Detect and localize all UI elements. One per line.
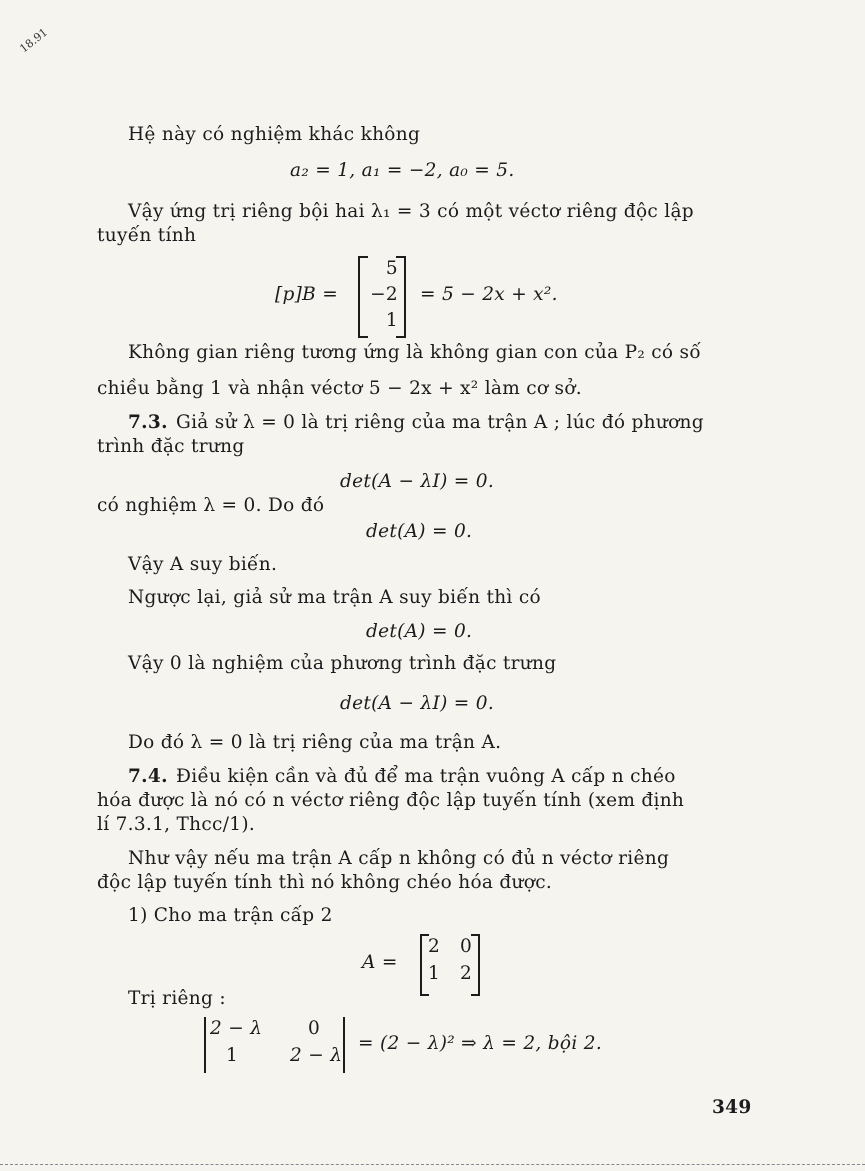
- text-line: Như vậy nếu ma trận A cấp n không có đủ n véctơ riêng: [128, 848, 670, 869]
- text-line: Điều kiện cần và đủ để ma trận vuông A cấp n chéo: [176, 766, 676, 787]
- right-bracket: [396, 256, 406, 338]
- text-line: hóa được là nó có n véctơ riêng độc lập tuyến tính (xem định: [97, 790, 685, 811]
- text-line: 1) Cho ma trận cấp 2: [128, 905, 333, 926]
- exercise-number: 7.4.: [128, 766, 168, 787]
- page-number: 349: [712, 1097, 752, 1118]
- text-line: Hệ này có nghiệm khác không: [128, 124, 421, 145]
- vector-entry: 1: [385, 310, 398, 331]
- text-line: Trị riêng :: [128, 988, 226, 1009]
- vector-entry: −2: [370, 284, 398, 305]
- matrix-a-label: A =: [362, 952, 398, 973]
- determinant-entry: 2 − λ: [290, 1045, 343, 1066]
- text-line: Vậy A suy biến.: [128, 554, 278, 575]
- determinant-entry: 0: [308, 1018, 321, 1039]
- matrix-entry: 2: [428, 936, 441, 957]
- text-line: trình đặc trưng: [97, 436, 245, 457]
- exercise-number: 7.3.: [128, 412, 168, 433]
- page-bottom-edge: [0, 1164, 865, 1165]
- text-line: có nghiệm λ = 0. Do đó: [97, 495, 325, 516]
- pb-rhs: = 5 − 2x + x².: [420, 284, 558, 305]
- determinant-bar-left: [204, 1017, 206, 1073]
- pb-label: [p]B =: [275, 284, 339, 305]
- text-line: Giả sử λ = 0 là trị riêng của ma trận A ; lúc đó phương: [176, 412, 704, 433]
- equation-coefficients: a₂ = 1, a₁ = −2, a₀ = 5.: [290, 160, 515, 181]
- equation-det: det(A − λI) = 0.: [340, 471, 495, 492]
- text-line: tuyến tính: [97, 225, 197, 246]
- text-line: Không gian riêng tương ứng là không gian con của P₂ có số: [128, 342, 701, 363]
- determinant-bar-right: [343, 1017, 345, 1073]
- matrix-entry: 2: [460, 963, 473, 984]
- equation-det: det(A − λI) = 0.: [340, 693, 495, 714]
- text-line: lí 7.3.1, Thcc/1).: [97, 814, 256, 835]
- matrix-entry: 1: [428, 963, 441, 984]
- text-line: Vậy ứng trị riêng bội hai λ₁ = 3 có một véctơ riêng độc lập: [128, 201, 694, 222]
- determinant-entry: 2 − λ: [210, 1018, 263, 1039]
- equation-det: det(A) = 0.: [366, 521, 473, 542]
- text-line: Do đó λ = 0 là trị riêng của ma trận A.: [128, 732, 502, 753]
- right-bracket: [471, 934, 480, 996]
- vector-entry: 5: [385, 258, 398, 279]
- text-line: độc lập tuyến tính thì nó không chéo hóa được.: [97, 872, 553, 893]
- corner-mark: 18.91: [17, 25, 51, 56]
- text-line: Vậy 0 là nghiệm của phương trình đặc trưng: [128, 653, 557, 674]
- text-line: Ngược lại, giả sử ma trận A suy biến thì có: [128, 587, 541, 608]
- determinant-entry: 1: [226, 1045, 239, 1066]
- matrix-entry: 0: [460, 936, 473, 957]
- equation-det: det(A) = 0.: [366, 621, 473, 642]
- determinant-rhs: = (2 − λ)² ⇒ λ = 2, bội 2.: [358, 1033, 602, 1054]
- text-line: chiều bằng 1 và nhận véctơ 5 − 2x + x² làm cơ sở.: [97, 378, 582, 399]
